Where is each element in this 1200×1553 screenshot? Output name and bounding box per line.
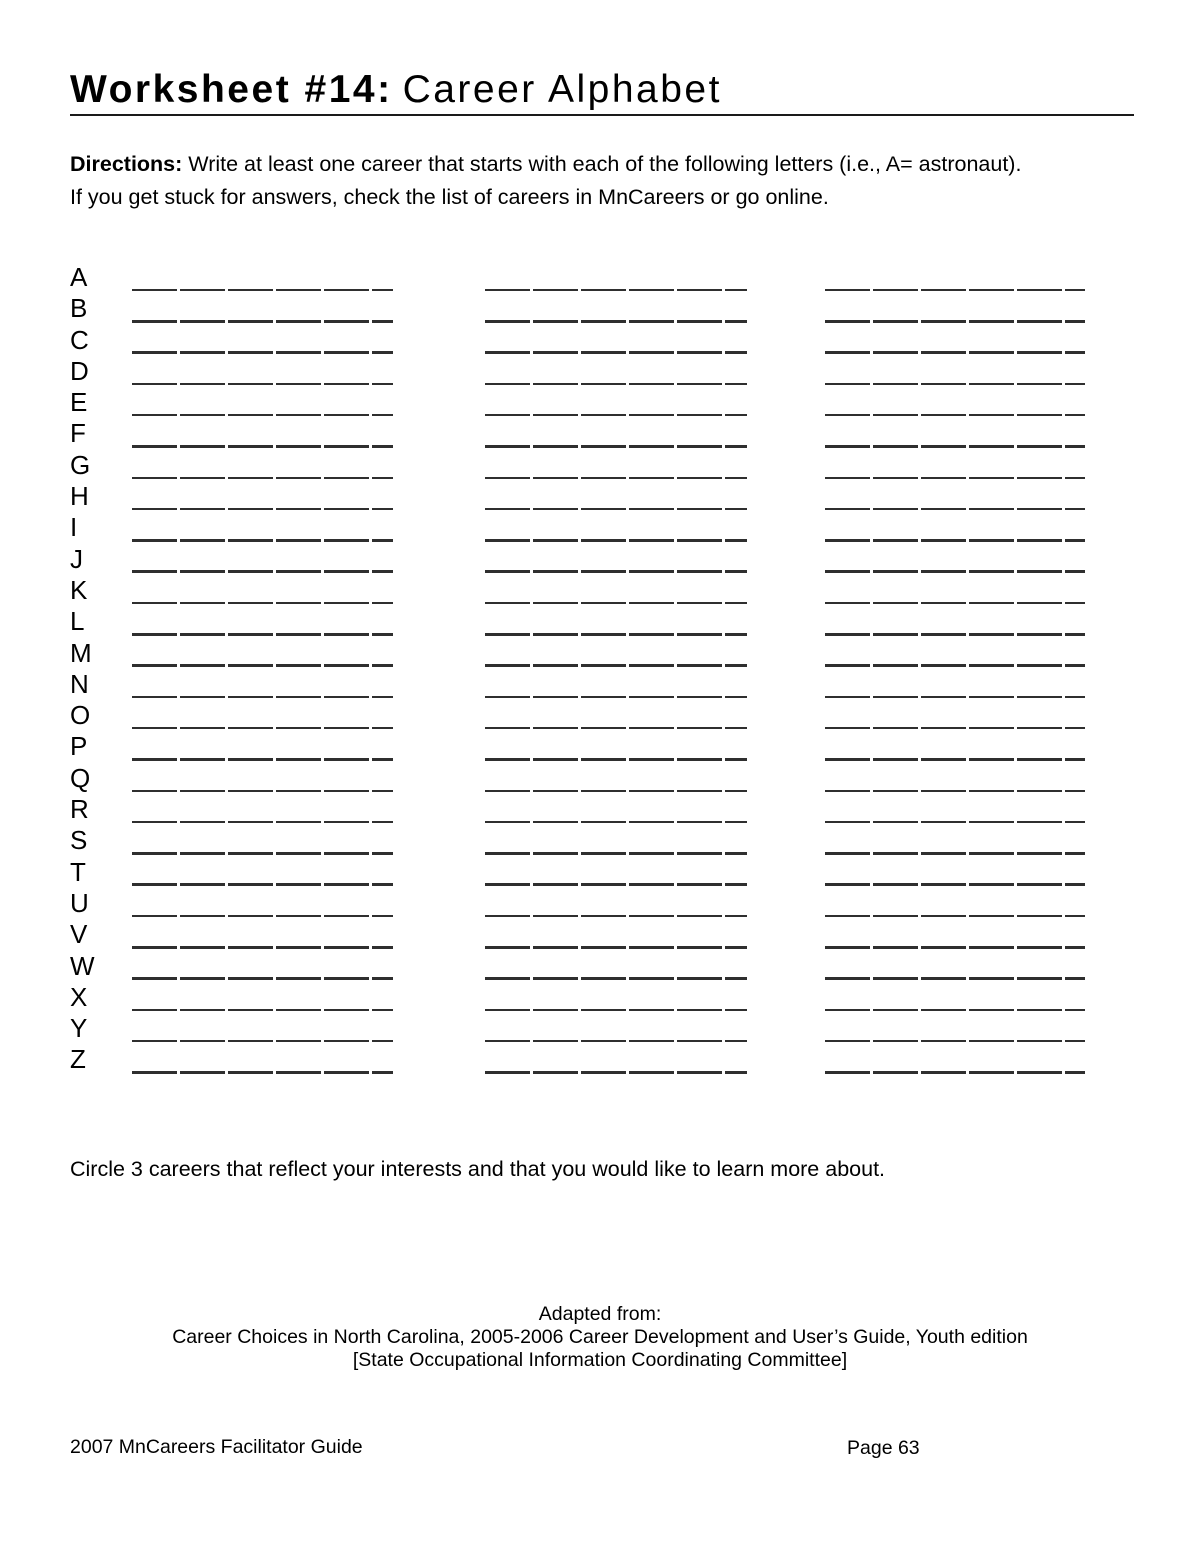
letter-row-d: [70, 356, 1130, 387]
letter-label: I: [70, 512, 78, 543]
letter-row-o: [70, 700, 1130, 731]
career-blank-line: [825, 383, 1085, 386]
career-blank-line: [825, 758, 1085, 761]
career-blank-line: [132, 445, 393, 448]
career-blank-line: [825, 790, 1085, 793]
career-blank-line: [825, 977, 1085, 980]
career-blank-line: [485, 1009, 747, 1012]
career-blank-line: [132, 1040, 393, 1043]
career-blank-line: [485, 758, 747, 761]
career-blank-line: [825, 1009, 1085, 1012]
career-blank-line: [825, 539, 1085, 542]
career-blank-line: [485, 289, 747, 292]
career-blank-line: [825, 821, 1085, 824]
career-blank-line: [825, 696, 1085, 699]
career-blank-line: [825, 445, 1085, 448]
letter-label: Q: [70, 762, 91, 793]
letter-row-a: [70, 262, 1130, 293]
career-blank-line: [132, 539, 393, 542]
career-blank-line: [132, 821, 393, 824]
letter-label: M: [70, 637, 92, 668]
career-blank-line: [485, 539, 747, 542]
letter-label: P: [70, 731, 88, 762]
directions-line-2: If you get stuck for answers, check the list of careers in MnCareers or go online.: [70, 185, 829, 209]
letter-row-b: [70, 293, 1130, 324]
letter-row-n: [70, 669, 1130, 700]
career-blank-line: [825, 915, 1085, 918]
career-blank-line: [825, 633, 1085, 636]
career-blank-line: [132, 570, 393, 573]
attribution-line-3: [State Occupational Information Coordinating Committee]: [352, 1349, 848, 1371]
career-blank-line: [132, 320, 393, 323]
career-blank-line: [132, 289, 393, 292]
career-blank-line: [485, 790, 747, 793]
career-blank-line: [485, 602, 747, 605]
career-blank-line: [485, 1071, 747, 1074]
attribution-block: [70, 1303, 1130, 1372]
letter-row-v: [70, 919, 1130, 950]
career-blank-line: [132, 790, 393, 793]
career-blank-line: [132, 351, 393, 354]
career-blank-line: [825, 1071, 1085, 1074]
career-blank-line: [485, 1040, 747, 1043]
career-blank-line: [825, 414, 1085, 417]
directions-label: Directions:: [70, 152, 183, 176]
letter-label: U: [70, 887, 89, 918]
career-blank-line: [825, 727, 1085, 730]
letter-label: K: [70, 574, 88, 605]
career-blank-line: [132, 852, 393, 855]
letter-label: S: [70, 825, 88, 856]
letter-row-g: [70, 450, 1130, 481]
career-blank-line: [132, 915, 393, 918]
career-blank-line: [485, 727, 747, 730]
letter-row-w: [70, 951, 1130, 982]
directions-line-1: [70, 148, 1110, 181]
career-blank-line: [132, 414, 393, 417]
career-blank-line: [485, 508, 747, 511]
career-blank-line: [825, 1040, 1085, 1043]
letter-row-l: [70, 606, 1130, 637]
career-blank-line: [132, 508, 393, 511]
career-blank-line: [132, 758, 393, 761]
letter-label: H: [70, 481, 89, 512]
career-blank-line: [825, 289, 1085, 292]
career-blank-line: [485, 664, 747, 667]
page-title: [70, 70, 1134, 109]
career-blank-line: [132, 477, 393, 480]
letter-row-x: [70, 982, 1130, 1013]
career-blank-line: [825, 477, 1085, 480]
letter-label: A: [70, 262, 88, 292]
letter-label: Z: [70, 1044, 86, 1075]
footer-page-number: Page 63: [847, 1437, 920, 1459]
letter-row-i: [70, 512, 1130, 543]
alphabet-grid: [70, 262, 1130, 1076]
career-blank-line: [132, 383, 393, 386]
career-blank-line: [825, 351, 1085, 354]
career-blank-line: [485, 915, 747, 918]
letter-label: F: [70, 418, 86, 449]
career-blank-line: [132, 883, 393, 886]
career-blank-line: [485, 946, 747, 949]
letter-label: B: [70, 293, 88, 324]
letter-label: C: [70, 324, 89, 355]
career-blank-line: [825, 320, 1085, 323]
directions-paragraph: [70, 148, 1110, 214]
career-blank-line: [825, 883, 1085, 886]
career-blank-line: [485, 445, 747, 448]
career-blank-line: [485, 977, 747, 980]
career-blank-line: [825, 664, 1085, 667]
attribution-line-2: Career Choices in North Carolina, 2005-2006 Career Development and User’s Guide, Youth edition: [172, 1326, 1028, 1348]
career-blank-line: [485, 383, 747, 386]
career-blank-line: [132, 633, 393, 636]
letter-label: O: [70, 700, 91, 731]
letter-row-s: [70, 825, 1130, 856]
career-blank-line: [485, 821, 747, 824]
career-blank-line: [132, 977, 393, 980]
career-blank-line: [825, 852, 1085, 855]
letter-label: X: [70, 981, 88, 1012]
letter-row-c: [70, 325, 1130, 356]
career-blank-line: [485, 351, 747, 354]
career-blank-line: [132, 1071, 393, 1074]
page-title-number: Worksheet #14:: [70, 68, 393, 111]
career-blank-line: [485, 320, 747, 323]
letter-row-f: [70, 418, 1130, 449]
letter-row-q: [70, 763, 1130, 794]
letter-label: G: [70, 449, 91, 480]
letter-label: R: [70, 794, 89, 825]
letter-row-r: [70, 794, 1130, 825]
career-blank-line: [825, 570, 1085, 573]
letter-row-j: [70, 544, 1130, 575]
career-blank-line: [132, 1009, 393, 1012]
letter-row-p: [70, 731, 1130, 762]
career-blank-line: [485, 414, 747, 417]
career-blank-line: [825, 946, 1085, 949]
career-blank-line: [132, 946, 393, 949]
career-blank-line: [485, 883, 747, 886]
letter-row-m: [70, 638, 1130, 669]
career-blank-line: [485, 852, 747, 855]
career-blank-line: [485, 633, 747, 636]
career-blank-line: [132, 727, 393, 730]
attribution-line-1: Adapted from:: [538, 1303, 662, 1325]
career-blank-line: [132, 696, 393, 699]
title-block: [70, 70, 1134, 116]
letter-row-u: [70, 888, 1130, 919]
career-blank-line: [132, 664, 393, 667]
circle-note: Circle 3 careers that reflect your interests and that you would like to learn more about.: [70, 1157, 886, 1181]
letter-row-k: [70, 575, 1130, 606]
footer-guide-label: 2007 MnCareers Facilitator Guide: [70, 1436, 363, 1458]
career-blank-line: [485, 477, 747, 480]
career-blank-line: [132, 602, 393, 605]
letter-label: L: [70, 606, 85, 637]
career-blank-line: [485, 696, 747, 699]
letter-label: W: [70, 950, 95, 981]
letter-label: J: [70, 543, 83, 574]
page-title-subject: Career Alphabet: [402, 68, 722, 111]
letter-row-y: [70, 1013, 1130, 1044]
letter-label: D: [70, 355, 89, 386]
letter-label: E: [70, 387, 88, 418]
letter-label: T: [70, 856, 86, 887]
letter-row-e: [70, 387, 1130, 418]
letter-row-t: [70, 857, 1130, 888]
career-blank-line: [485, 570, 747, 573]
letter-label: Y: [70, 1013, 88, 1044]
letter-label: N: [70, 668, 89, 699]
letter-row-z: [70, 1044, 1130, 1075]
career-blank-line: [825, 508, 1085, 511]
career-blank-line: [825, 602, 1085, 605]
directions-line-1-text: Write at least one career that starts with each of the following letters (i.e., A= astronaut).: [188, 152, 1022, 176]
letter-row-h: [70, 481, 1130, 512]
letter-label: V: [70, 919, 88, 950]
